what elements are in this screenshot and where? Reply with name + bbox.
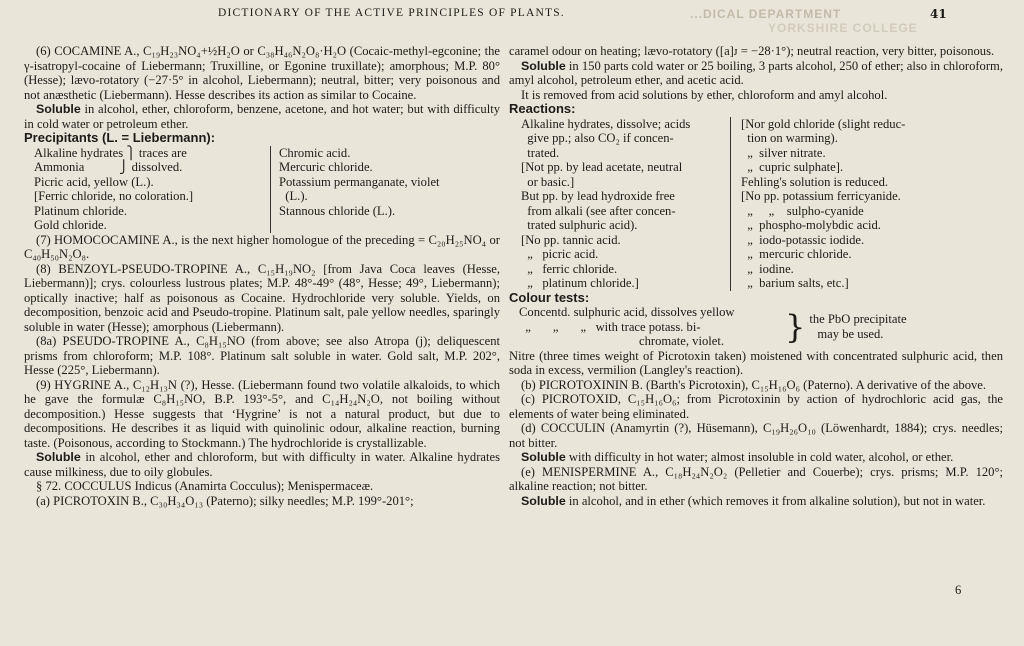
table-line: tion on warming). [741,131,838,145]
entry-cocamine: (6) COCAMINE A., C₁₉H₂₃NO₄+½H₂O or C₃₈H₄₆N₂O₈·H₂O (Cocaic-methyl-egconine; the γ-isatropyl-cocaine of Liebermann; Truxilline, or Egonine truxillate); amorphous; M.P. 80° (Hesse); lævo-rotatory (−27·5° in alcohol, Liebermann); neutral, bitter; very poisonous and not anæsthetic (Liebermann). Hesse describes its action as similar to Cocaine. [24,44,500,102]
soluble-text: in alcohol, ether and chloroform, but with difficulty in water. Alkaline hydrates cause milkiness, due to oily globules. [24,450,500,479]
library-stamp-line2: YORKSHIRE COLLEGE [768,21,918,35]
soluble-label: Soluble [521,58,566,73]
precipitants-table [34,146,500,233]
table-line: Chromic acid. [279,145,351,160]
hygrine-solubility [24,450,500,479]
soluble-label: Soluble [36,102,81,116]
picrotoxin-continued: caramel odour on heating; lævo-rotatory ([a]ᴊ = −28·1°); neutral reaction, very bitter, poisonous. [509,44,995,58]
table-line: Picric acid, yellow (L.). [34,174,154,189]
colour-test-note: may be used. [817,326,884,341]
table-line: give pp.; also CO₂ if concen- [521,131,674,145]
entry-picrotoxinin: (b) PICROTOXININ B. (Barth's Picrotoxin), C₁₅H₁₆O₆ (Paterno). A derivative of the above. [521,377,987,392]
reactions-col2 [731,117,905,291]
soluble-text: in alcohol, and in ether (which removes it from alkaline solution), but not in water. [565,493,986,508]
colour-tests-left [519,305,781,349]
table-line: Alkaline hydrates ⎫ traces are [34,145,187,160]
precipitants-heading: Precipitants (L. = Liebermann): [24,130,216,145]
table-line: trated sulphuric acid). [521,218,638,232]
table-line: Platinum chloride. [34,203,128,218]
picrotoxin-solubility [509,59,1003,88]
table-line: [Ferric chloride, no coloration.] [34,189,194,203]
section-72-heading: § 72. COCCULUS Indicus (Anamirta Cocculus); Menispermaceæ. [36,479,374,493]
table-line: [No pp. tannic acid. [521,232,621,247]
colour-test-line: chromate, violet. [639,334,724,348]
cocamine-solubility [24,102,500,131]
entry-homococamine: (7) HOMOCOCAMINE A., is the next higher homologue of the preceding = C₂₀H₂₅NO₄ or C₄₀H₅₀N₂O₈. [24,232,500,261]
table-line: „ ferric chloride. [521,261,618,276]
table-line: Mercuric chloride. [279,160,373,174]
library-stamp-line1: ...DICAL DEPARTMENT [690,7,842,21]
colour-tests-block [519,305,1003,349]
table-line: „ picric acid. [521,247,599,261]
page-header [0,3,1024,35]
table-line: „ silver nitrate. [741,145,826,160]
table-line: Potassium permanganate, violet [279,174,440,189]
extraction-note: It is removed from acid solutions by ether, chloroform and amyl alcohol. [521,87,888,102]
reactions-table [521,117,1003,291]
entry-cocculin: (d) COCCULIN (Anamyrtin (?), Hüsemann), C₁₉H₂₆O₁₀ (Löwenhardt, 1884); crys. needles; not bitter. [509,421,1003,450]
precipitants-col2 [271,146,440,233]
soluble-label: Soluble [36,450,81,464]
table-line: Fehling's solution is reduced. [741,174,889,189]
table-line: „ barium salts, etc.] [741,276,849,290]
page-number: 41 [930,7,947,21]
table-line: „ mercuric chloride. [741,247,852,261]
nitre-test: Nitre (three times weight of Picrotoxin taken) moistened with concentrated sulphuric acid, then soda in excess, vermilion (Langley's reaction). [509,348,1003,377]
colour-test-line: Concentd. sulphuric acid, dissolves yellow [519,305,735,319]
table-line: But pp. by lead hydroxide free [521,189,675,203]
table-line: [Not pp. by lead acetate, neutral [521,160,683,174]
soluble-text: in 150 parts cold water or 25 boiling, 3 parts alcohol, 250 of ether; also in chloroform, amyl alcohol, petroleum ether, and acetic acid. [509,58,1003,87]
colour-test-note: the PbO precipitate [809,312,907,327]
table-line: trated. [521,145,560,160]
right-column [509,44,1003,508]
menispermine-solubility [509,494,1003,509]
table-line: Gold chloride. [34,218,107,232]
table-line: [No pp. potassium ferricyanide. [741,189,901,203]
table-line: Ammonia ⎭ dissolved. [34,160,183,174]
table-line: from alkali (see after concen- [521,203,676,218]
table-line: „ iodine. [741,261,794,276]
left-column [24,44,500,508]
table-line: „ cupric sulphate]. [741,160,844,174]
table-line: [Nor gold chloride (slight reduc- [741,116,906,131]
precipitants-col1 [34,146,271,233]
brace-glyph: } [785,307,806,346]
cocculin-solubility [509,450,1003,465]
soluble-label: Soluble [521,450,566,464]
entry-hygrine: (9) HYGRINE A., C₁₂H₁₃N (?), Hesse. (Liebermann found two volatile alkaloids, to which he gave the formulæ C₈H₁₅NO, B.P. 193°-5°, and C₁₄H₂₄N₂O, not boiling without decomposition.) Hesse suggests that ‘Hygrine’ is not a natural product, but due to decompositions. He describes it as liquid with quinolinic odour, alkaline reaction, burning taste. (Poisonous, according to Stockmann.) The hydrochloride is crystallizable. [24,377,500,450]
reactions-col1 [521,117,731,291]
reactions-heading: Reactions: [509,101,576,116]
entry-pseudo-tropine: (8a) PSEUDO-TROPINE A., C₈H₁₅NO (from above; see also Atropa (j); deliquescent prisms from chloroform; M.P. 108°. Platinum salt soluble in water. Gold salt, M.P. 202°, Hesse (225°, Liebermann). [24,334,500,377]
soluble-label: Soluble [521,493,566,508]
entry-menispermine: (e) MENISPERMINE A., C₁₈H₂₄N₂O₂ (Pelletier and Couerbe); crys. prisms; M.P. 120°; alkaline reaction; not bitter. [509,464,1003,493]
table-line: Alkaline hydrates, dissolve; acids [521,116,691,131]
table-line: or basic.] [521,174,575,189]
colour-tests-right [809,312,906,341]
table-line: „ „ sulpho-cyanide [741,203,864,218]
colour-test-line: „ „ „ with trace potass. bi- [519,319,701,334]
colour-tests-heading: Colour tests: [509,289,590,305]
table-line: „ phospho-molybdic acid. [741,218,881,232]
table-line: (L.). [279,189,308,203]
signature-mark: 6 [955,583,962,597]
running-title: DICTIONARY OF THE ACTIVE PRINCIPLES OF PLANTS. [218,7,565,19]
table-line: Stannous chloride (L.). [279,203,396,218]
entry-picrotoxin: (a) PICROTOXIN B., C₃₀H₃₄O₁₃ (Paterno); silky needles; M.P. 199°-201°; [36,493,414,508]
table-line: „ platinum chloride.] [521,276,639,290]
soluble-text: in alcohol, ether, chloroform, benzene, acetone, and hot water; but with difficulty in cold water or petroleum ether. [24,102,500,131]
entry-benzoyl-pseudo-tropine: (8) BENZOYL-PSEUDO-TROPINE A., C₁₅H₁₉NO₂ [from Java Coca leaves (Hesse, Liebermann)]; crys. colourless lustrous plates; M.P. 48°-49° (48°, Hesse; 49°, Liebermann); optically inactive; half as poisonous as Cocaine. Hydrochloride very soluble. Yields, on decomposition, benzoic acid and Pseudo-tropine. Platinum salt, pale yellow needles, sparingly soluble in water (Hesse); amorphous (Liebermann). [24,261,500,334]
table-line: „ iodo-potassic iodide. [741,232,865,247]
soluble-text: with difficulty in hot water; almost insoluble in cold water, alcohol, or ether. [565,450,954,464]
entry-picrotoxid: (c) PICROTOXID, C₁₅H₁₆O₆; from Picrotoxinin by action of hydrochloric acid gas, the elements of water being eliminated. [509,392,1003,421]
